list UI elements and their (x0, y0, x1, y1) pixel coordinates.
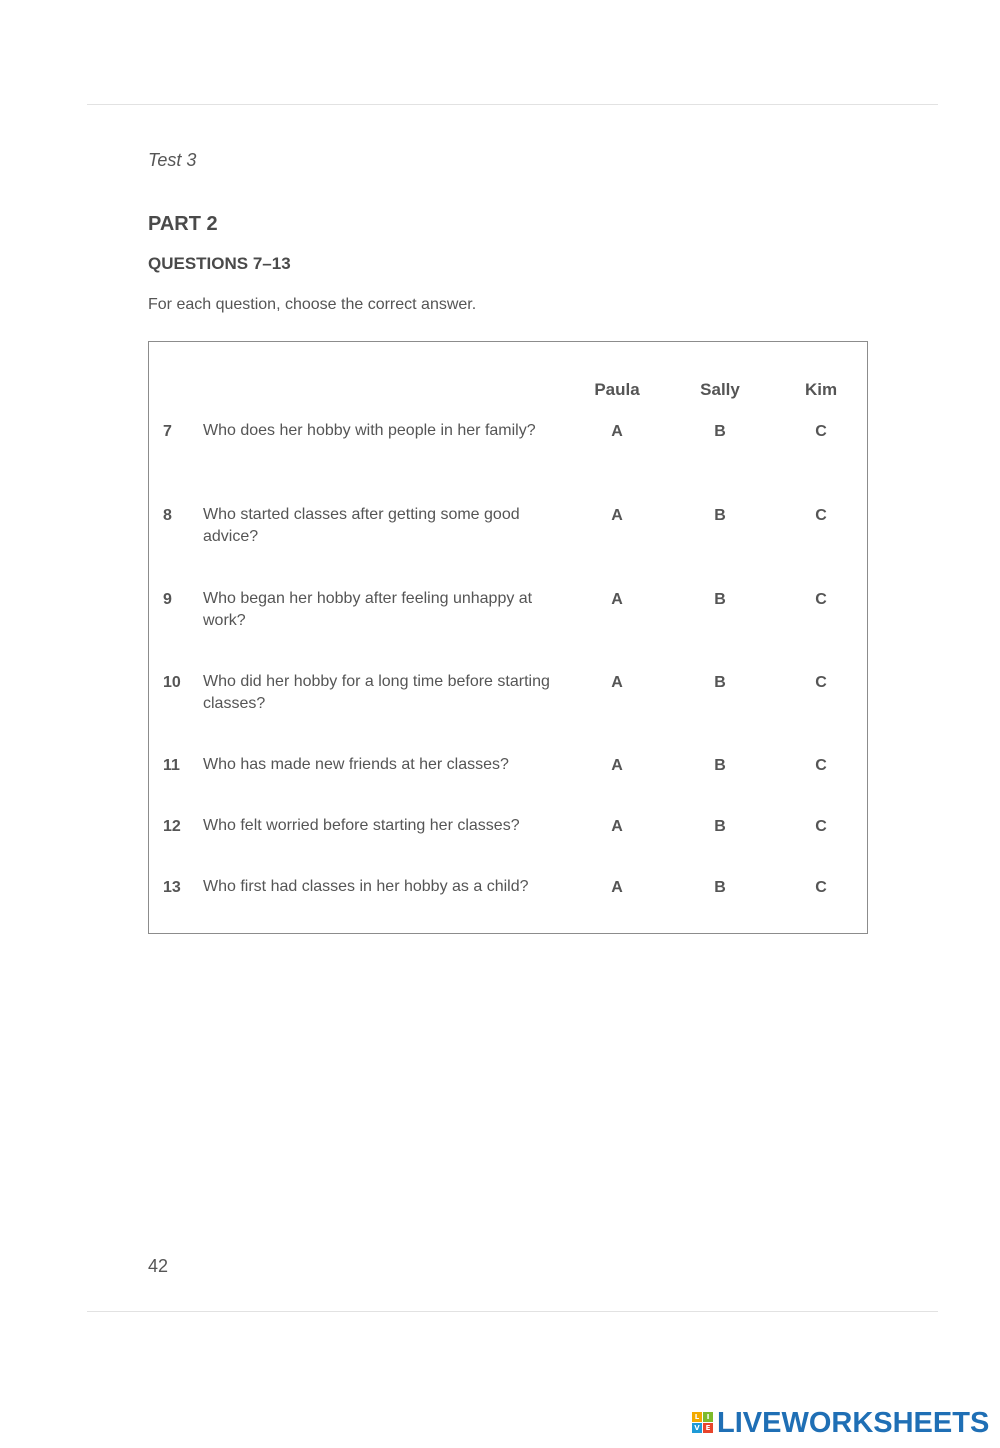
page-number: 42 (148, 1256, 169, 1276)
option-b-sally[interactable]: B (714, 591, 726, 608)
question-text: Who began her hobby after feeling unhappy at work? (203, 590, 533, 629)
question-text: Who felt worried before starting her classes? (203, 817, 520, 834)
question-number: 12 (163, 818, 181, 835)
question-row-9 (0, 591, 1000, 641)
instruction-text: For each question, choose the correct answer. (148, 296, 477, 313)
questions-title: QUESTIONS 7–13 (148, 254, 291, 273)
question-row-8 (0, 507, 1000, 557)
question-text: Who did her hobby for a long time before starting classes? (203, 673, 550, 712)
question-number: 11 (163, 757, 180, 774)
option-b-sally[interactable]: B (714, 423, 726, 440)
question-text: Who first had classes in her hobby as a child? (203, 878, 529, 895)
option-c-kim[interactable]: C (815, 507, 827, 524)
question-text: Who does her hobby with people in her family? (203, 422, 536, 439)
liveworksheets-brand (692, 1406, 989, 1440)
option-c-kim[interactable]: C (815, 757, 827, 774)
option-b-sally[interactable]: B (714, 879, 726, 896)
option-a-paula[interactable]: A (611, 591, 623, 608)
question-text: Who has made new friends at her classes? (203, 756, 509, 773)
option-c-kim[interactable]: C (815, 423, 827, 440)
option-a-paula[interactable]: A (611, 423, 623, 440)
option-b-sally[interactable]: B (714, 757, 726, 774)
bottom-divider (87, 1311, 938, 1312)
option-a-paula[interactable]: A (611, 674, 623, 691)
option-c-kim[interactable]: C (815, 818, 827, 835)
question-number: 13 (163, 879, 181, 896)
question-text: Who started classes after getting some good advice? (203, 506, 520, 545)
question-row-12 (0, 818, 1000, 868)
question-row-13 (0, 879, 1000, 929)
question-number: 8 (163, 507, 172, 524)
option-b-sally[interactable]: B (714, 507, 726, 524)
option-b-sally[interactable]: B (714, 818, 726, 835)
question-number: 7 (163, 423, 172, 440)
option-a-paula[interactable]: A (611, 757, 623, 774)
question-number: 10 (163, 674, 181, 691)
option-c-kim[interactable]: C (815, 879, 827, 896)
option-a-paula[interactable]: A (611, 507, 623, 524)
liveworksheets-logo-icon: L I V E (692, 1412, 714, 1434)
option-b-sally[interactable]: B (714, 674, 726, 691)
option-a-paula[interactable]: A (611, 879, 623, 896)
question-row-11 (0, 757, 1000, 807)
column-header-kim: Kim (804, 380, 838, 399)
test-label: Test 3 (148, 150, 197, 170)
question-row-10 (0, 674, 1000, 724)
top-divider (87, 104, 938, 105)
column-header-paula: Paula (594, 380, 640, 399)
option-a-paula[interactable]: A (611, 818, 623, 835)
question-number: 9 (163, 591, 172, 608)
brand-name: LIVEWORKSHEETS (717, 1406, 990, 1439)
column-header-sally: Sally (700, 380, 740, 399)
question-row-7 (0, 423, 1000, 473)
option-c-kim[interactable]: C (815, 591, 827, 608)
part-title: PART 2 (148, 213, 218, 235)
option-c-kim[interactable]: C (815, 674, 827, 691)
